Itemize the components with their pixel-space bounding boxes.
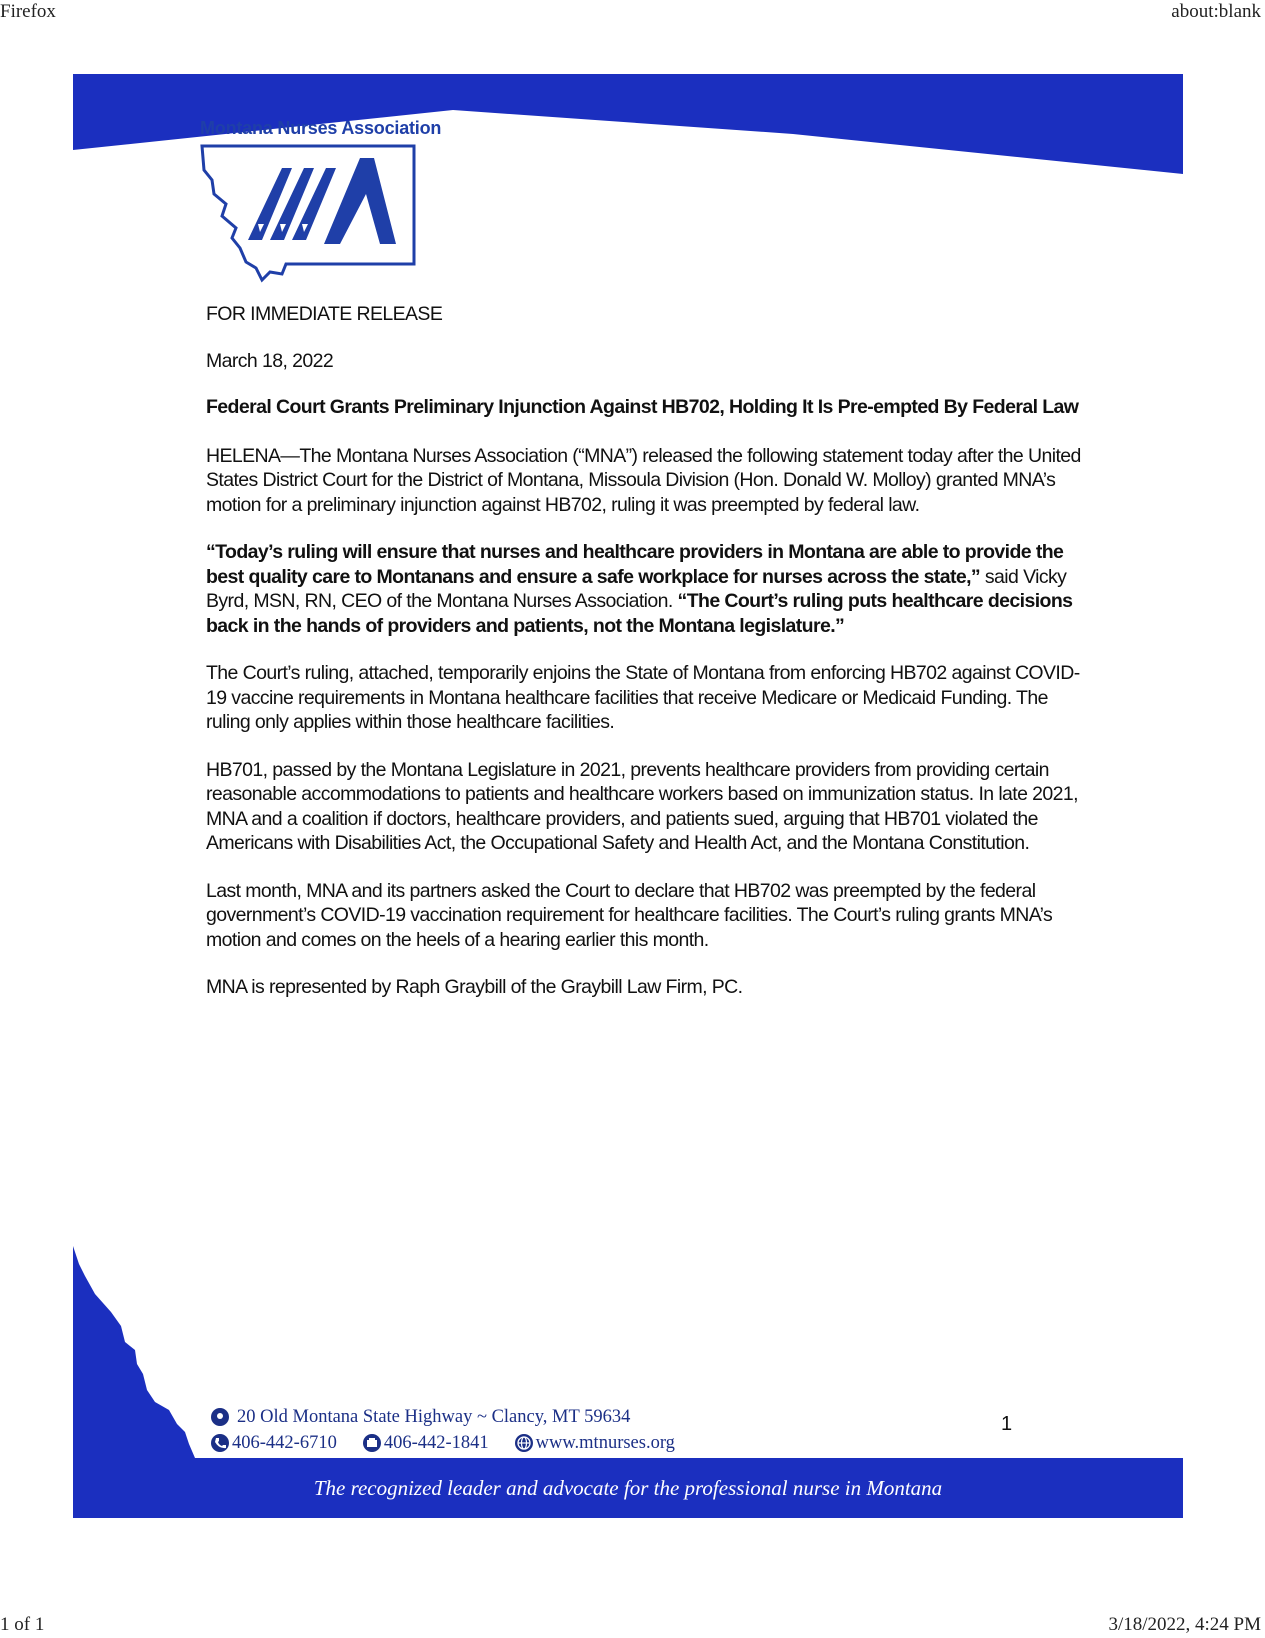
paragraph-hb701: HB701, passed by the Montana Legislature in 2021, prevents healthcare providers from providing certain reasonable accommodations to patients and healthcare workers based on immunization status. In late 2021, MNA and a coalition if doctors, healthcare providers, and patients sued, arguing that HB701 violated the Americans with Disabilities Act, the Occupational Safety and Health Act, and the Montana Constitution. <box>206 758 1078 854</box>
phone-number: 406-442-6710 <box>232 1432 337 1453</box>
address: 20 Old Montana State Highway ~ Clancy, MT 59634 <box>237 1406 631 1427</box>
page-url: about:blank <box>1171 1 1261 22</box>
quote-attribution: said Vicky Byrd, MSN, RN, CEO of the Montana Nurses Association. <box>206 565 1067 612</box>
location-pin-icon <box>211 1408 229 1426</box>
headline: Federal Court Grants Preliminary Injunction Against HB702, Holding It Is Pre-empted By Federal Law <box>206 396 1079 418</box>
paragraph-quote <box>206 540 1086 638</box>
quote-first: “Today’s ruling will ensure that nurses and healthcare providers in Montana are able to provide the best quality care to Montanans and ensure a safe workplace for nurses across the state,” <box>206 541 1064 588</box>
contact-info <box>211 1404 675 1456</box>
press-release-body <box>206 302 1086 1023</box>
paragraph-ruling: The Court’s ruling, attached, temporarily enjoins the State of Montana from enforcing HB702 against COVID-19 vaccine requirements in Montana healthcare facilities that receive Medicare or Medicaid Funding. The ruling only applies within those healthcare facilities. <box>206 662 1080 733</box>
mna-logo <box>200 118 442 286</box>
website: www.mtnurses.org <box>535 1432 675 1453</box>
globe-icon <box>515 1434 533 1452</box>
quote-second: “The Court’s ruling puts healthcare decisions back in the hands of providers and patients, not the Montana legislature.” <box>206 590 1073 637</box>
release-date: March 18, 2022 <box>206 349 334 372</box>
letter-footer <box>73 1246 1183 1518</box>
browser-app-name: Firefox <box>0 1 56 22</box>
page-number: 1 <box>1001 1413 1013 1435</box>
paragraph-representation: MNA is represented by Raph Graybill of the Graybill Law Firm, PC. <box>206 976 743 998</box>
release-label: FOR IMMEDIATE RELEASE <box>206 303 443 325</box>
org-name: Montana Nurses Association <box>200 118 442 138</box>
fax-number: 406-442-1841 <box>383 1432 489 1453</box>
phone-icon <box>211 1434 229 1452</box>
paragraph-last-month: Last month, MNA and its partners asked the Court to declare that HB702 was preempted by the federal government’s COVID-19 vaccination requirement for healthcare facilities. The Court’s ruling grants MNA’s motion and comes on the heels of a hearing earlier this month. <box>206 879 1053 951</box>
montana-map-logo-icon <box>200 144 430 286</box>
page-count: 1 of 1 <box>0 1614 45 1635</box>
tagline-banner: The recognized leader and advocate for the professional nurse in Montana <box>73 1458 1183 1518</box>
paragraph-intro: HELENA—The Montana Nurses Association (“MNA”) released the following statement today after the United States District Court for the District of Montana, Missoula Division (Hon. Donald W. Molloy) granted MNA’s motion for a preliminary injunction against HB702, ruling it was preempted by federal law. <box>206 444 1081 516</box>
print-timestamp: 3/18/2022, 4:24 PM <box>1108 1614 1261 1635</box>
fax-icon <box>363 1434 381 1452</box>
letter-page <box>73 74 1183 1518</box>
